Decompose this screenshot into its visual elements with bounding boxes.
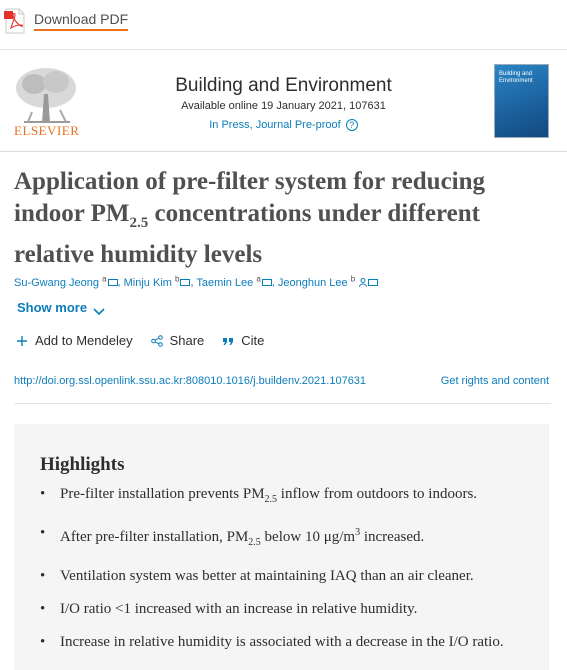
elsevier-wordmark: ELSEVIER [14,123,80,138]
help-icon[interactable]: ? [346,119,358,131]
highlights-list [40,484,530,665]
highlights-panel [14,424,549,670]
journal-status-label: In Press, Journal Pre-proof [209,119,341,131]
email-icon[interactable] [108,279,118,286]
pdf-icon [4,8,26,34]
cover-title: Building and Environment [499,71,533,84]
download-pdf-label: Download PDF [34,11,128,31]
list-item: • Increase in relative humidity is associated with a decrease in the I/O ratio. [40,632,530,652]
article-actions [16,333,282,348]
doi-link[interactable]: http://doi.org.ssl.openlink.ssu.ac.kr:808010.1016/j.buildenv.2021.107631 [14,375,367,387]
show-more-label: Show more [17,300,88,315]
author-link[interactable]: Jeonghun Lee $^b$ [277,274,356,289]
share-icon [151,335,163,347]
show-more-button[interactable] [17,300,105,315]
article-title: Application of pre-filter system for reducing indoor $PM_{2.5}$ concentrations under different relative humidity levels [14,168,486,268]
section-divider [14,403,551,404]
highlights-heading: Highlights [40,454,125,475]
share-button[interactable] [151,333,205,348]
chevron-down-icon [93,304,105,312]
rights-and-content-link[interactable]: Get rights and content [440,375,549,387]
top-bar [0,0,567,50]
available-online-date: Available online 19 January 2021, 107631 [181,100,386,112]
download-pdf-link[interactable] [4,8,128,34]
email-icon[interactable] [180,279,190,286]
list-item: • Ventilation system was better at maintaining IAQ than an air cleaner. [40,566,530,586]
cite-label: Cite [241,333,265,348]
email-icon[interactable] [262,279,272,286]
add-to-mendeley-label: Add to Mendeley [35,333,133,348]
author-link[interactable]: Su-Gwang Jeong $^a$ [14,274,107,289]
journal-title[interactable]: Building and Environment [175,75,392,96]
add-to-mendeley-button[interactable] [16,333,133,348]
share-label: Share [169,333,205,348]
list-item: • After pre-filter installation, $PM_{2.5}$ below 10 $\mu g/m^3$ increased. [40,523,530,553]
cite-button[interactable] [222,333,264,348]
journal-cover-image[interactable] [494,64,549,138]
author-link[interactable]: Minju Kim $^b$ [123,274,180,289]
list-item: • I/O ratio <1 increased with an increase in relative humidity. [40,599,530,619]
journal-header [0,60,567,152]
author-link[interactable]: Taemin Lee $^a$ [196,274,261,289]
email-icon[interactable] [368,279,378,286]
quote-icon [222,335,234,347]
corresponding-author-icon [359,278,367,287]
list-item: • Pre-filter installation prevents $PM_{2.5}$ inflow from outdoors to indoors. [40,484,530,510]
journal-status[interactable] [0,119,567,131]
plus-icon [16,335,28,347]
author-list: Su-Gwang Jeong $^a$ , Minju Kim $^b$ , Taemin Lee $^a$ , Jeonghun Lee $^b$ [14,274,378,289]
